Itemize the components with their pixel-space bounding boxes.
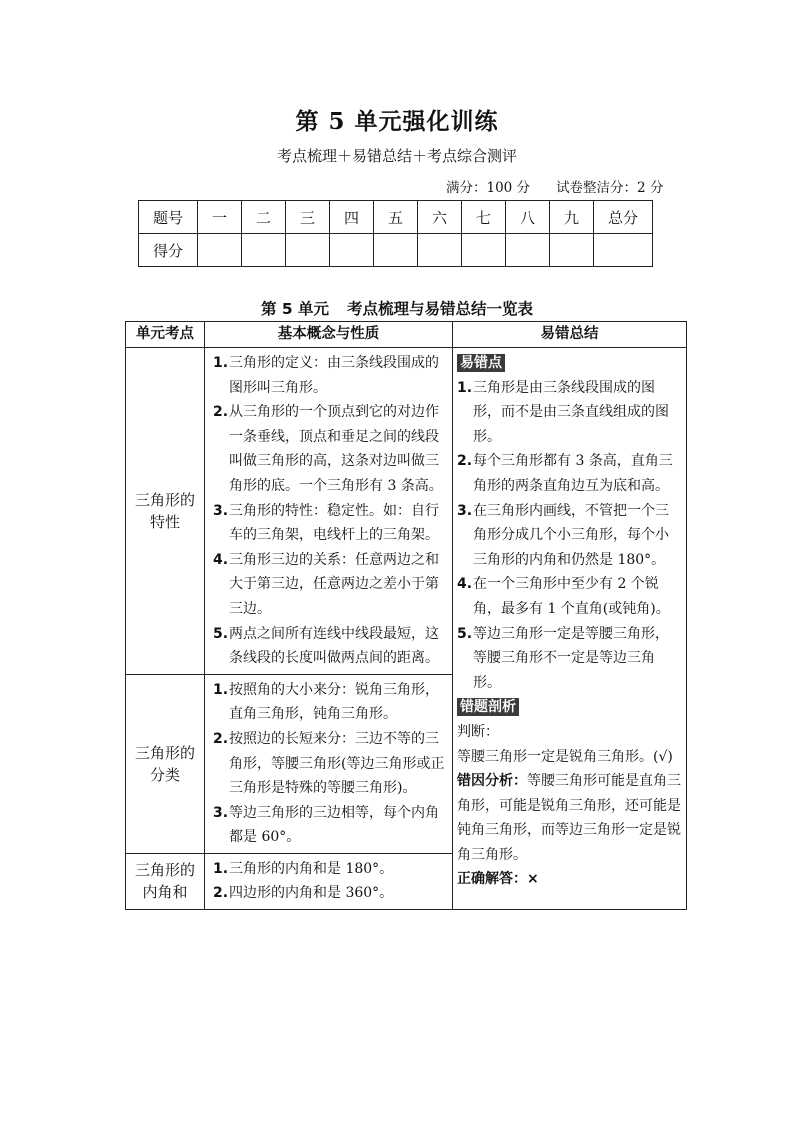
point-text: 三角形是由三条线段围成的图形，而不是由三条直线组成的图形。: [473, 379, 669, 445]
concept-point: [213, 548, 448, 622]
concept-point: [213, 857, 448, 882]
point-number: 2.: [213, 404, 229, 421]
summary-title-text: 考点梳理与易错总结一览表: [347, 300, 534, 318]
summary-title: [0, 297, 794, 319]
score-table-header-row: [139, 201, 653, 234]
full-score: 满分：100 分: [446, 180, 531, 196]
point-number: 1.: [213, 681, 229, 698]
summary-header-row: [126, 322, 687, 348]
page-subtitle: 考点梳理＋易错总结＋考点综合测评: [276, 147, 517, 165]
score-header-cell: 一: [198, 201, 242, 234]
concept-point: [213, 801, 448, 850]
score-row-label: 得分: [139, 234, 198, 267]
score-input-cell[interactable]: [198, 234, 242, 267]
point-number: 2.: [457, 453, 473, 470]
error-point: [457, 499, 682, 573]
score-header-cell: 四: [330, 201, 374, 234]
score-header-cell: 九: [550, 201, 594, 234]
point-number: 1.: [213, 355, 229, 371]
unit-cell: 三角形的特性: [126, 348, 205, 675]
concept-point: [213, 499, 448, 548]
point-text: 四边形的内角和是 360°。: [229, 885, 394, 902]
error-point: [457, 572, 682, 621]
unit-cell: 三角形的内角和: [126, 853, 205, 909]
score-input-cell[interactable]: [418, 234, 462, 267]
score-input-cell[interactable]: [374, 234, 418, 267]
row-characteristics: [126, 348, 687, 675]
answer-value: ×: [527, 871, 539, 888]
point-text: 按照角的大小来分：锐角三角形，直角三角形，钝角三角形。: [229, 681, 439, 723]
cause-text: 等腰三角形可能是直角三角形，可能是锐角三角形，还可能是钝角三角形，而等边三角形一定是锐角三角形。: [457, 773, 681, 863]
summary-table: [125, 321, 687, 910]
point-number: 4.: [457, 576, 473, 593]
point-text: 按照边的长短来分：三边不等的三角形，等腰三角形(等边三角形或正三角形是特殊的等腰三角形)。: [229, 730, 445, 797]
score-input-cell[interactable]: [286, 234, 330, 267]
error-point: [457, 376, 682, 450]
score-table-score-row: [139, 234, 653, 267]
point-number: 3.: [457, 502, 473, 519]
score-input-cell[interactable]: [462, 234, 506, 267]
score-header-cell: 五: [374, 201, 418, 234]
answer-label: 正确解答：: [457, 871, 527, 888]
concept-point: [213, 678, 448, 727]
concept-point: [213, 351, 448, 400]
score-header-cell: 二: [242, 201, 286, 234]
correct-answer: [457, 867, 682, 892]
point-text: 从三角形的一个顶点到它的对边作一条垂线，顶点和垂足之间的线段叫做三角形的高，这条对边叫做三角形的底。一个三角形有 3 条高。: [229, 404, 443, 494]
score-header-cell: 七: [462, 201, 506, 234]
header-unit: 单元考点: [126, 322, 205, 348]
point-text: 三角形的特性：稳定性。如：自行车的三角架，电线杆上的三角架。: [229, 502, 439, 544]
point-number: 3.: [213, 502, 229, 519]
error-points-tag: 易错点: [457, 354, 505, 372]
concept-point: [213, 881, 448, 906]
point-number: 2.: [213, 885, 229, 902]
concept-point: [213, 622, 448, 671]
point-text: 每个三角形都有 3 条高，直角三角形的两条直角边互为底和高。: [473, 453, 673, 494]
score-input-cell[interactable]: [330, 234, 374, 267]
score-info: [446, 176, 663, 196]
score-table: [138, 200, 653, 267]
point-number: 5.: [213, 625, 229, 642]
concept-cell: [205, 853, 453, 909]
score-input-cell[interactable]: [242, 234, 286, 267]
point-text: 在三角形内画线，不管把一个三角形分成几个小三角形，每个小三角形的内角和仍然是 180°。: [473, 502, 669, 568]
score-header-cell: 八: [506, 201, 550, 234]
point-text: 等边三角形的三边相等，每个内角都是 60°。: [229, 804, 439, 846]
point-number: 2.: [213, 730, 229, 747]
score-header-cell: 三: [286, 201, 330, 234]
point-number: 4.: [213, 551, 229, 568]
point-text: 在一个三角形中至少有 2 个锐角，最多有 1 个直角(或钝角)。: [473, 576, 670, 617]
page-title: 第 5 单元强化训练: [295, 108, 499, 135]
cause-label: 错因分析：: [457, 773, 527, 790]
error-analysis-tag: 错题剖析: [457, 698, 519, 716]
point-text: 三角形三边的关系：任意两边之和大于第三边，任意两边之差小于第三边。: [229, 551, 439, 617]
point-number: 1.: [457, 379, 473, 396]
concept-cell: [205, 348, 453, 675]
neatness-score: 试卷整洁分：2 分: [556, 180, 664, 196]
header-concept: 基本概念与性质: [205, 322, 453, 348]
score-input-cell[interactable]: [506, 234, 550, 267]
score-input-cell[interactable]: [594, 234, 653, 267]
judge-statement: 等腰三角形一定是锐角三角形。(√): [457, 748, 673, 765]
score-header-cell: 六: [418, 201, 462, 234]
score-header-cell: 题号: [139, 201, 198, 234]
point-number: 5.: [457, 625, 473, 642]
concept-cell: [205, 674, 453, 853]
header-errors: 易错总结: [453, 322, 687, 348]
errors-cell: [453, 348, 687, 910]
summary-title-unit: 第 5 单元: [260, 300, 330, 318]
point-text: 三角形的内角和是 180°。: [229, 860, 394, 877]
score-header-cell: 总分: [594, 201, 653, 234]
error-point: [457, 449, 682, 498]
concept-point: [213, 400, 448, 498]
point-number: 3.: [213, 804, 229, 821]
point-text: 两点之间所有连线中线段最短，这条线段的长度叫做两点间的距离。: [229, 625, 439, 667]
concept-point: [213, 727, 448, 801]
score-input-cell[interactable]: [550, 234, 594, 267]
unit-cell: 三角形的分类: [126, 674, 205, 853]
judge-label: 判断：: [457, 723, 499, 740]
point-number: 1.: [213, 860, 229, 877]
error-point: [457, 622, 682, 696]
point-text: 等边三角形一定是等腰三角形，等腰三角形不一定是等边三角形。: [473, 625, 669, 691]
cause-analysis: [457, 769, 682, 867]
point-text: 三角形的定义：由三条线段围成的图形叫三角形。: [229, 355, 439, 396]
